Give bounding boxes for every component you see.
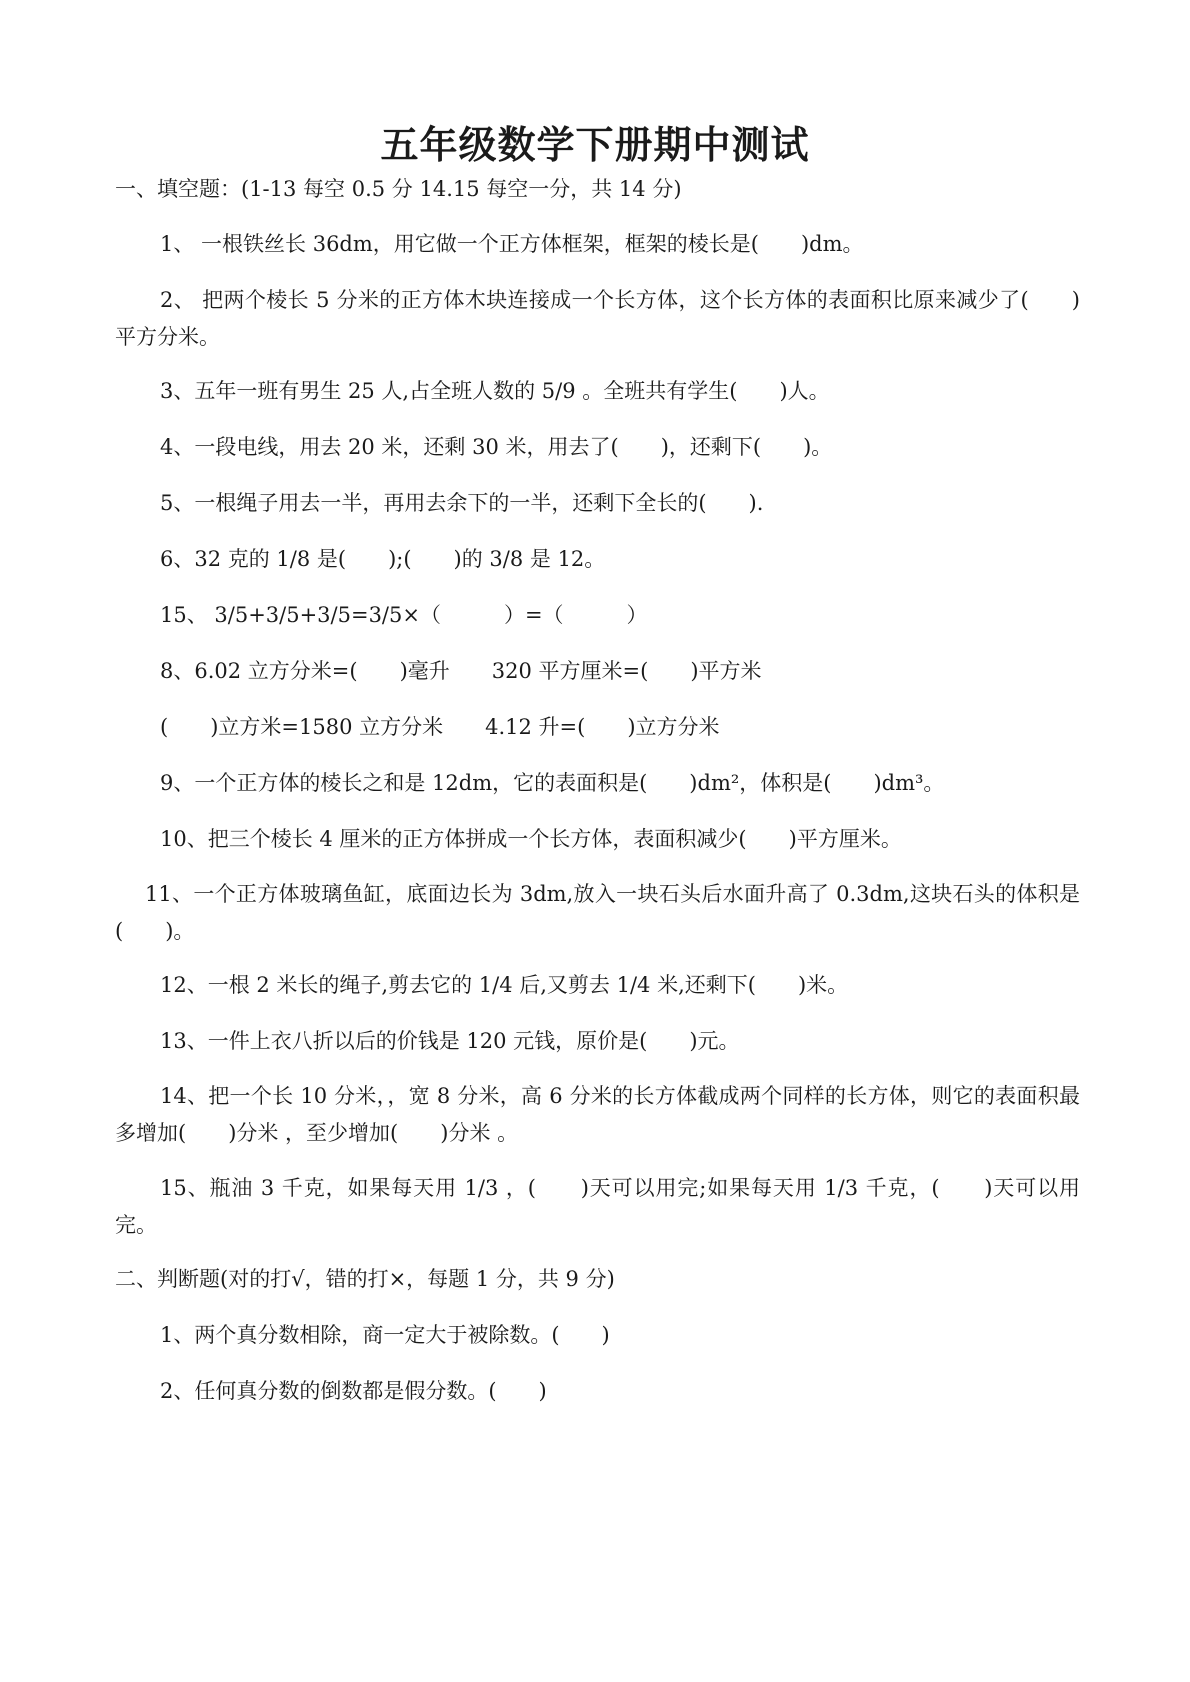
page-title: 五年级数学下册期中测试	[380, 123, 810, 167]
question-4: 4、一段电线，用去 20 米，还剩 30 米，用去了( )，还剩下( )。	[160, 435, 833, 459]
judgement-question-1: 1、两个真分数相除，商一定大于被除数。( )	[160, 1323, 610, 1347]
question-8: 8、6.02 立方分米=( )毫升 320 平方厘米=( )平方米	[160, 659, 762, 683]
question-5: 5、一根绳子用去一半，再用去余下的一半，还剩下全长的( ).	[160, 491, 764, 515]
question-13: 13、一件上衣八折以后的价钱是 120 元钱，原价是( )元。	[160, 1029, 740, 1053]
question-1: 1、 一根铁丝长 36dm，用它做一个正方体框架，框架的棱长是( )dm。	[160, 232, 864, 256]
question-12: 12、一根 2 米长的绳子,剪去它的 1/4 后,又剪去 1/4 米,还剩下( )米。	[160, 973, 849, 997]
question-15: 15、瓶油 3 千克，如果每天用 1/3 ，( )天可以用完;如果每天用 1/3 千克，( )天可以用完。	[115, 1176, 1080, 1237]
question-11: 11、一个正方体玻璃鱼缸，底面边长为 3dm,放入一块石头后水面升高了 0.3dm,这块石头的体积是( )。	[115, 882, 1080, 943]
section-heading-fill-in: 一、填空题：(1-13 每空 0.5 分 14.15 每空一分，共 14 分)	[115, 177, 682, 201]
question-14: 14、把一个长 10 分米，，宽 8 分米，高 6 分米的长方体截成两个同样的长方体，则它的表面积最多增加( )分米 ，至少增加( )分米 。	[115, 1084, 1080, 1145]
question-10: 10、把三个棱长 4 厘米的正方体拼成一个长方体，表面积减少( )平方厘米。	[160, 827, 902, 851]
question-2: 2、 把两个棱长 5 分米的正方体木块连接成一个长方体，这个长方体的表面积比原来减少了( ) 平方分米。	[115, 288, 1080, 349]
question-8-continued: ( )立方米=1580 立方分米 4.12 升=( )立方分米	[160, 715, 720, 739]
question-7: 15、 3/5+3/5+3/5=3/5×（ ）=（ ）	[160, 603, 648, 627]
question-3: 3、五年一班有男生 25 人,占全班人数的 5/9 。全班共有学生( )人。	[160, 379, 830, 403]
question-9: 9、一个正方体的棱长之和是 12dm，它的表面积是( )dm²，体积是( )dm³。	[160, 771, 945, 795]
question-6: 6、32 克的 1/8 是( );( )的 3/8 是 12。	[160, 547, 606, 571]
judgement-question-2: 2、任何真分数的倒数都是假分数。( )	[160, 1379, 547, 1403]
section-heading-true-false: 二、判断题(对的打√，错的打×，每题 1 分，共 9 分)	[115, 1267, 615, 1291]
